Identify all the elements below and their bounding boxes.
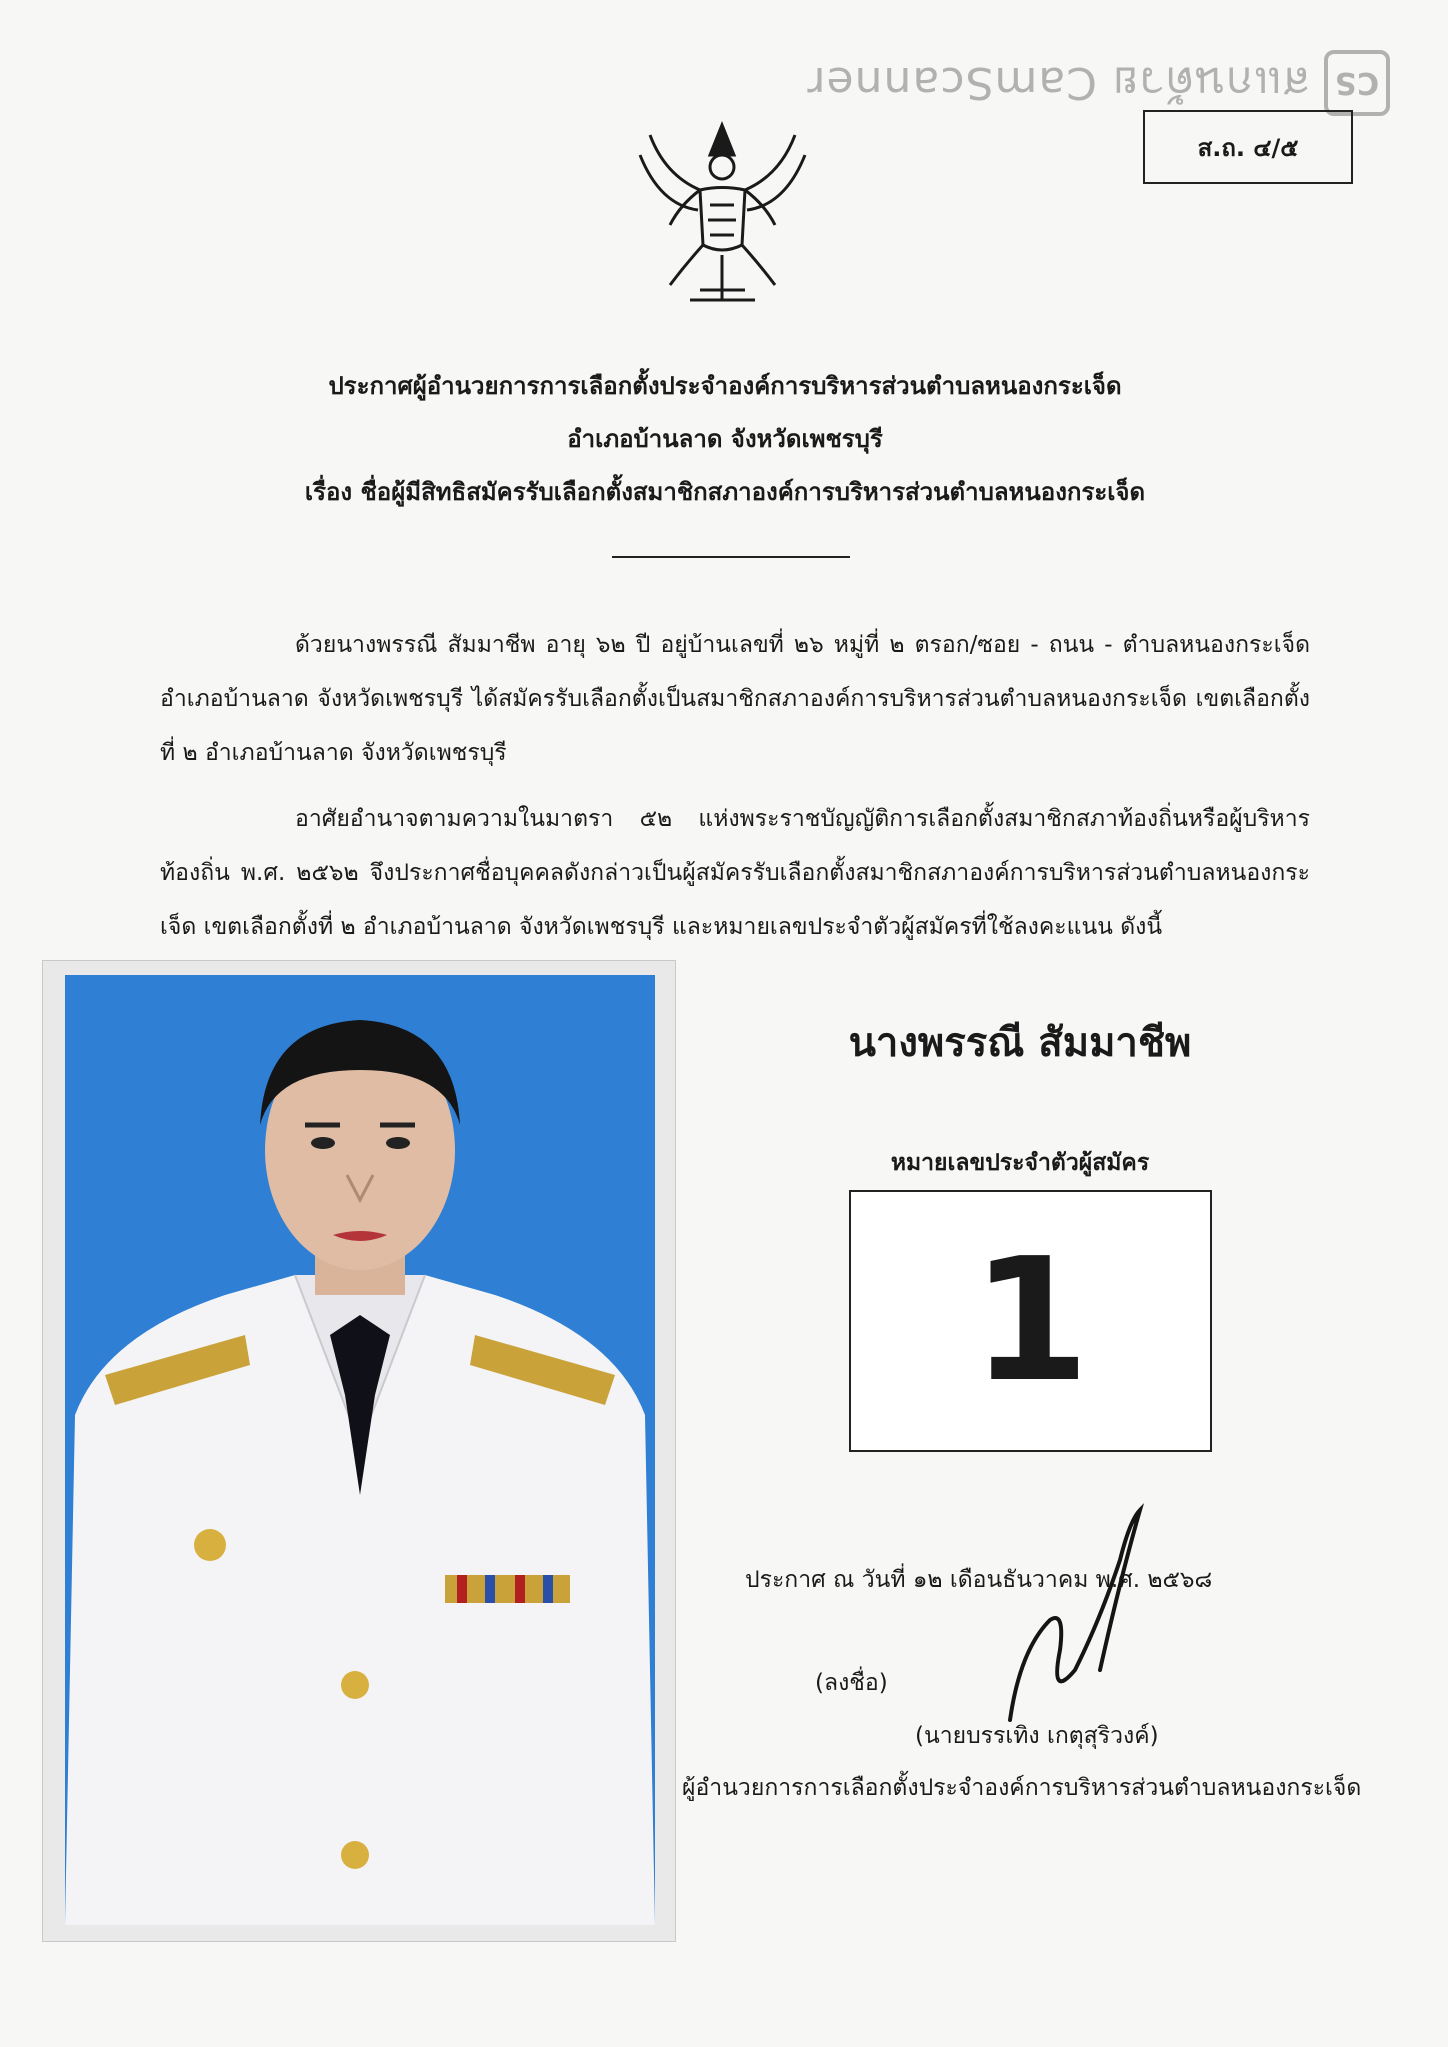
candidate-number-box bbox=[849, 1190, 1212, 1452]
form-code-box bbox=[1143, 110, 1353, 184]
header-subject: เรื่อง ชื่อผู้มีสิทธิสมัครรับเลือกตั้งสมาชิกสภาองค์การบริหารส่วนตำบลหนองกระเจ็ด bbox=[304, 478, 1146, 506]
header-line-2: อำเภอบ้านลาด จังหวัดเพชรบุรี bbox=[567, 425, 883, 453]
camscanner-watermark bbox=[770, 48, 1390, 118]
candidate-name: นางพรรณี สัมมาชีพ bbox=[848, 1020, 1192, 1066]
signer-name: (นายบรรเทิง เกตุสุริวงค์) bbox=[915, 1723, 1159, 1749]
form-code: ส.ถ. ๔/๕ bbox=[1197, 133, 1299, 162]
handwritten-signature bbox=[990, 1500, 1190, 1740]
candidate-photo bbox=[65, 975, 655, 1925]
signer-title: ผู้อำนวยการการเลือกตั้งประจำองค์การบริหารส่วนตำบลหนองกระเจ็ด bbox=[682, 1775, 1362, 1801]
camscanner-logo-icon: CS bbox=[1324, 50, 1390, 116]
body-paragraph-1: ด้วยนางพรรณี สัมมาชีพ อายุ ๖๒ ปี อยู่บ้านเลขที่ ๒๖ หมู่ที่ ๒ ตรอก/ซอย - ถนน - ตำบลหนองกระเจ็ด อำเภอบ้านลาด จังหวัดเพชรบุรี ได้สมัครรับเลือกตั้งเป็นสมาชิกสภาองค์การบริหารส่วนตำบลหนองกระเจ็ด เขตเลือกตั้งที่ ๒ อำเภอบ้านลาด จังหวัดเพชรบุรี bbox=[160, 632, 1310, 766]
header-line-1: ประกาศผู้อำนวยการการเลือกตั้งประจำองค์การบริหารส่วนตำบลหนองกระเจ็ด bbox=[328, 372, 1122, 400]
camscanner-text: สแกนด้วย CamScanner bbox=[806, 57, 1310, 108]
garuda-emblem-icon bbox=[630, 115, 815, 310]
announcement-header bbox=[150, 360, 1300, 519]
header-divider bbox=[612, 556, 850, 558]
candidate-photo-frame bbox=[42, 960, 676, 1942]
candidate-number: 1 bbox=[971, 1222, 1090, 1420]
body-paragraph-2: อาศัยอำนาจตามความในมาตรา ๕๒ แห่งพระราชบัญญัติการเลือกตั้งสมาชิกสภาท้องถิ่นหรือผู้บริหารท้องถิ่น พ.ศ. ๒๕๖๒ จึงประกาศชื่อบุคคลดังกล่าวเป็นผู้สมัครรับเลือกตั้งสมาชิกสภาองค์การบริหารส่วนตำบลหนองกระเจ็ด เขตเลือกตั้งที่ ๒ อำเภอบ้านลาด จังหวัดเพชรบุรี และหมายเลขประจำตัวผู้สมัครที่ใช้ลงคะแนน ดังนี้ bbox=[160, 806, 1310, 940]
announcement-date: ประกาศ ณ วันที่ ๑๒ เดือนธันวาคม พ.ศ. ๒๕๖๘ bbox=[745, 1567, 1213, 1593]
candidate-number-caption: หมายเลขประจำตัวผู้สมัคร bbox=[890, 1150, 1150, 1176]
signature-label: (ลงชื่อ) bbox=[815, 1670, 888, 1696]
